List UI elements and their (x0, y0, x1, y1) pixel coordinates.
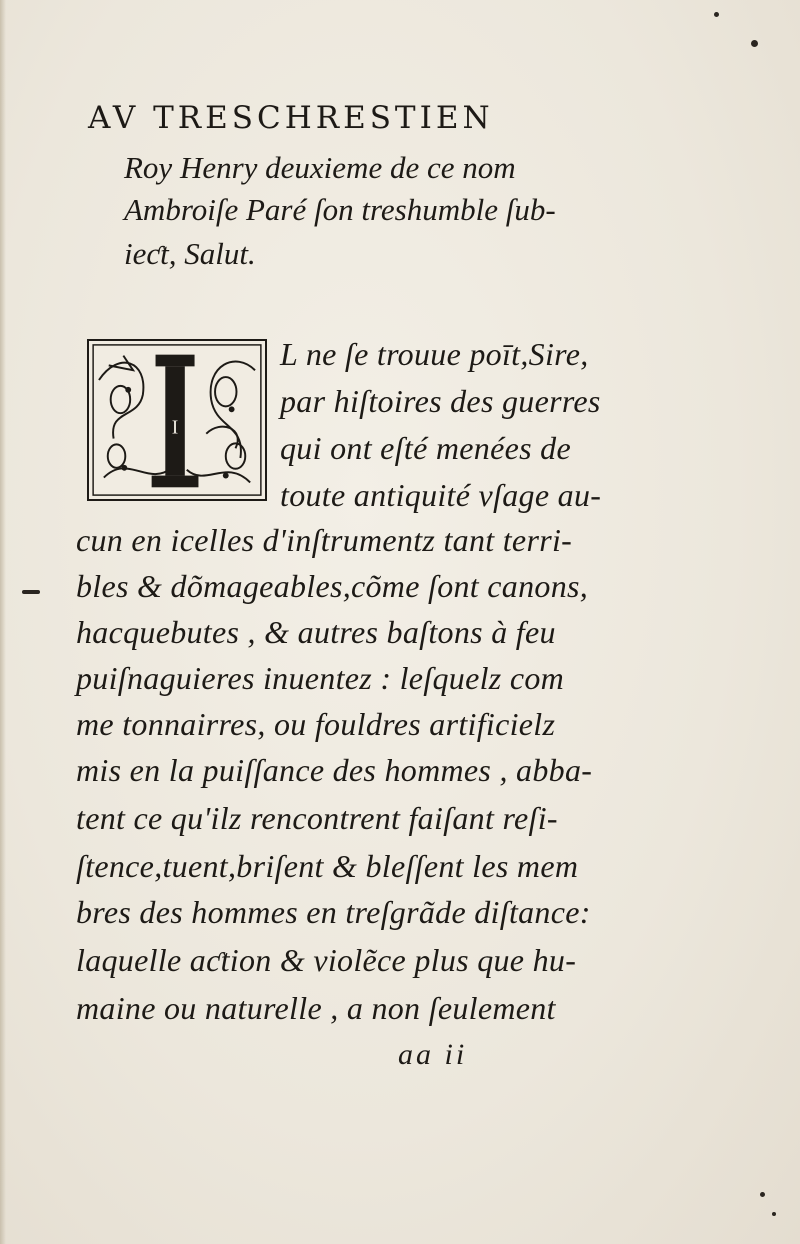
page-title: AV TRESCHRESTIEN (88, 100, 494, 136)
ink-fleck (714, 12, 719, 17)
text-line: maine ou naturelle , a non ſeulement (76, 990, 556, 1026)
text-line: qui ont eſté menées de (280, 430, 571, 466)
woodcut-initial-icon (89, 341, 265, 499)
text-line: toute antiquité vſage au- (280, 477, 602, 513)
decorated-initial-letter (87, 339, 267, 501)
text-line: bres des hommes en treſgrãde diſtance: (76, 894, 591, 930)
ink-fleck (760, 1192, 765, 1197)
text-line: ſtence,tuent,briſent & bleſſent les mem (76, 848, 579, 884)
page-edge (0, 0, 6, 1244)
heading-line: ieƈt, Salut. (124, 236, 256, 271)
heading-line: Roy Henry deuxieme de ce nom (124, 150, 516, 185)
text-line: L ne ſe trouue poīt,Sire, (280, 336, 589, 372)
text-line: hacquebutes , & autres baſtons à feu (76, 614, 556, 650)
text-line: bles & dõmageables,cõme ſont canons, (76, 568, 589, 604)
text-line: puiſnaguieres inuentez : leſquelz com (76, 660, 565, 696)
ink-fleck (22, 590, 40, 594)
signature-mark: aa ii (398, 1038, 468, 1071)
text-line: tent ce qu'ilz rencontrent faiſant reſi- (76, 800, 558, 836)
text-line: mis en la puiſſance des hommes , abba- (76, 752, 593, 788)
text-line: laquelle aƈtion & violẽce plus que hu- (76, 942, 577, 978)
ink-fleck (751, 40, 758, 47)
text-line: par hiſtoires des guerres (280, 383, 601, 419)
text-line: me tonnairres, ou fouldres artificielz (76, 706, 556, 742)
heading-line: Ambroiſe Paré ſon treshumble ſub- (124, 192, 556, 227)
text-line: cun en icelles d'inſtrumentz tant terri- (76, 522, 573, 558)
initial-letter-text: I (171, 417, 179, 439)
ink-fleck (772, 1212, 776, 1216)
